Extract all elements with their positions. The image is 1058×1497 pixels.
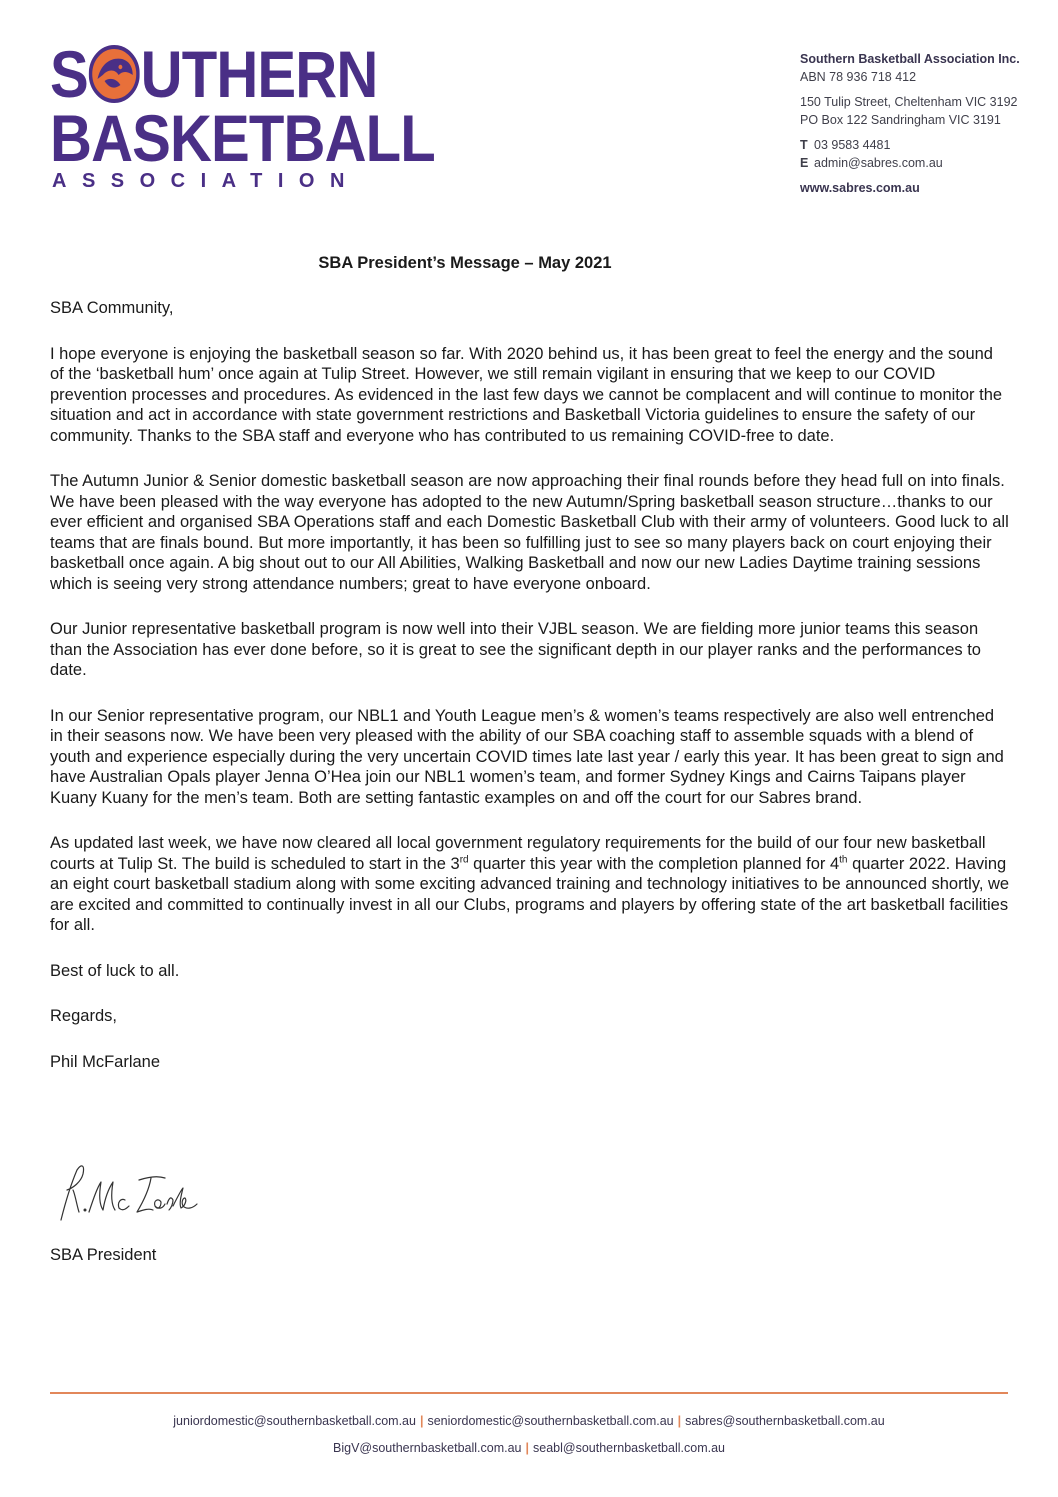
handwritten-signature xyxy=(55,1160,200,1226)
footer-separator: | xyxy=(525,1441,530,1455)
paragraph: Our Junior representative basketball program is now well into their VJBL season. We are fielding more junior teams this season than the Association has ever done before, so it is great to see the significant depth in our player ranks and the performances to date. xyxy=(50,620,981,679)
email-label: E xyxy=(800,156,809,170)
email-line xyxy=(800,154,1020,172)
phone-label: T xyxy=(800,138,808,152)
email-address[interactable]: admin@sabres.com.au xyxy=(814,156,943,170)
footer-separator: | xyxy=(419,1414,424,1428)
phone-number: 03 9583 4481 xyxy=(814,138,891,152)
abn: ABN 78 936 718 412 xyxy=(800,70,917,84)
paragraph-text: quarter 2022. Having an eight court basketball stadium along with some exciting advanced training and technology initiatives to be announced shortly, we are excited and committed to continually invest in all our Clubs, programs and players by offering state of the art basketball facilities for all. xyxy=(50,854,1010,934)
footer-contacts xyxy=(0,1408,1058,1462)
paragraph-text: As updated last week, we have now cleared all local government regulatory requirements for the build of our four new basketball courts at Tulip St. The build is scheduled to start in the 3 xyxy=(50,834,986,873)
letter-title: SBA President’s Message – May 2021 xyxy=(318,254,612,272)
salutation: SBA Community, xyxy=(50,299,174,317)
org-name: Southern Basketball Association Inc. xyxy=(800,52,1020,66)
logo-letter-s: S xyxy=(50,37,88,111)
footer-divider xyxy=(50,1392,1008,1394)
footer-separator: | xyxy=(677,1414,682,1428)
phone-line xyxy=(800,136,1020,154)
postal-address: PO Box 122 Sandringham VIC 3191 xyxy=(800,113,1001,127)
signer-role: SBA President xyxy=(50,1246,157,1264)
sabre-cat-ball-icon xyxy=(89,45,140,103)
street-address: 150 Tulip Street, Cheltenham VIC 3192 xyxy=(800,95,1018,109)
footer-line-2 xyxy=(0,1435,1058,1462)
sba-logo xyxy=(50,37,435,192)
ordinal-suffix: rd xyxy=(459,854,469,865)
ordinal-suffix: th xyxy=(839,854,848,865)
footer-line-1 xyxy=(0,1408,1058,1435)
footer-email[interactable]: juniordomestic@southernbasketball.com.au xyxy=(173,1414,416,1428)
paragraph-text: quarter this year with the completion planned for 4 xyxy=(468,854,840,873)
paragraph: In our Senior representative program, our NBL1 and Youth League men’s & women’s teams respectively are also well entrenched in their seasons now. We have been very pleased with the ability of our SBA coaching staff to assemble squads with a blend of youth and experience especially during the very uncertain COVID times late last year / early this year. It has been great to sign and have Australian Opals player Jenna O’Hea join our NBL1 women’s team, and former Sydney Kings and Cairns Taipans player Kuany Kuany for the men’s team. Both are setting fantastic examples on and off the court for our Sabres brand. xyxy=(50,706,1004,807)
closing: Best of luck to all. xyxy=(50,961,180,980)
logo-wordmark-basketball: BASKETBALL xyxy=(50,101,435,175)
paragraph: The Autumn Junior & Senior domestic basketball season are now approaching their final rounds before they head full on into finals. We have been pleased with the way everyone has adopted to the new Autumn/Spring basketball season structure…thanks to our ever efficient and organised SBA Operations staff and each Domestic Basketball Club with their army of volunteers. Good luck to all teams that are finals bound. But more importantly, it has been so fulfilling just to see so many players back on court enjoying their basketball once again. A big shout out to our All Abilities, Walking Basketball and now our new Ladies Daytime training sessions which is seeing very strong attendance numbers; great to have everyone onboard. xyxy=(50,472,1009,593)
letter-body xyxy=(50,298,1010,1097)
paragraph: I hope everyone is enjoying the basketball season so far. With 2020 behind us, it has been great to feel the energy and the sound of the ‘basketball hum’ once again at Tulip Street. However, we still remain vigilant in ensuring that we keep to our COVID prevention processes and procedures. As evidenced in the last few days we cannot be complacent and will continue to monitor the situation and act in accordance with state government restrictions and Basketball Victoria guidelines to ensure the safety of our community. Thanks to the SBA staff and everyone who has contributed to us remaining COVID-free to date. xyxy=(50,344,1003,445)
logo-letters-uthern: UTHERN xyxy=(140,37,378,111)
logo-wordmark-association: ASSOCIATION xyxy=(52,170,360,192)
footer-email[interactable]: seniordomestic@southernbasketball.com.au xyxy=(427,1414,674,1428)
website-link[interactable]: www.sabres.com.au xyxy=(800,181,920,195)
letterhead-contact xyxy=(800,50,1020,197)
paragraph xyxy=(50,833,1010,936)
footer-email[interactable]: BigV@southernbasketball.com.au xyxy=(333,1441,522,1455)
signer-name: Phil McFarlane xyxy=(50,1052,161,1071)
footer-email[interactable]: sabres@southernbasketball.com.au xyxy=(685,1414,885,1428)
footer-email[interactable]: seabl@southernbasketball.com.au xyxy=(533,1441,725,1455)
logo-wordmark-southern xyxy=(50,37,378,111)
sign-off: Regards, xyxy=(50,1007,117,1025)
